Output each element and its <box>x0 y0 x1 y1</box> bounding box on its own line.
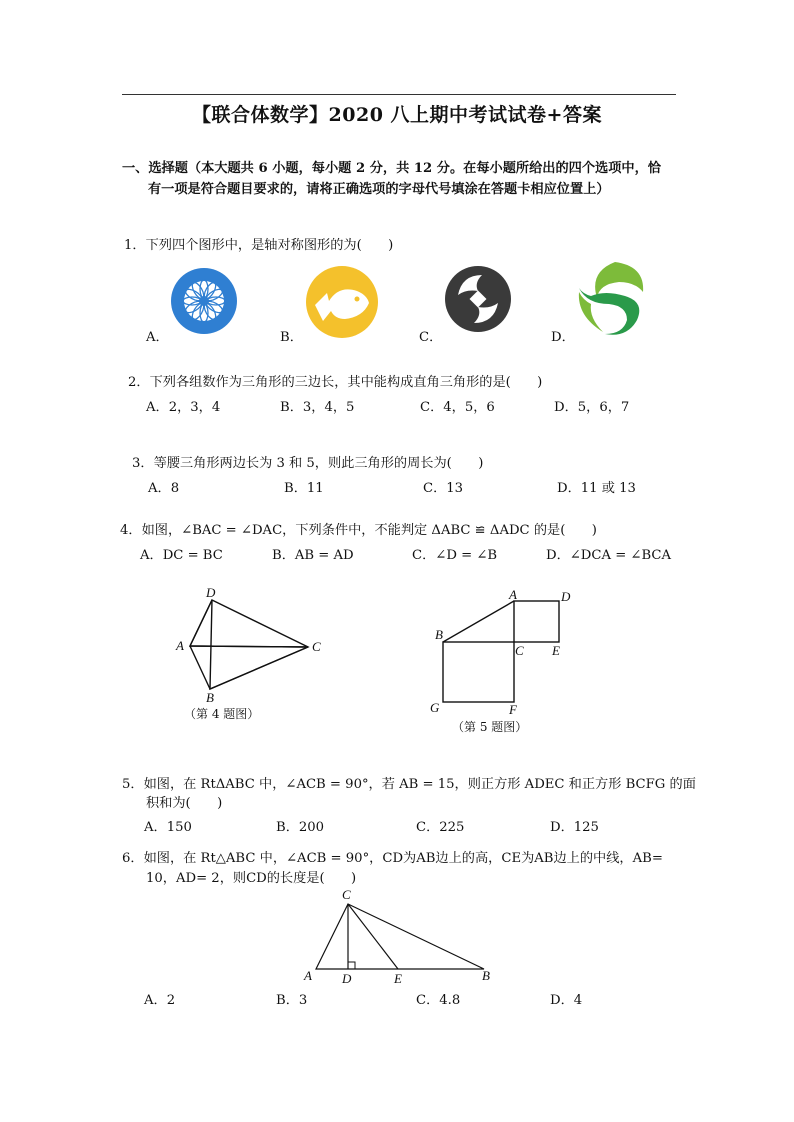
label-f: F <box>509 702 517 717</box>
square-bcfg <box>443 642 514 702</box>
q5-stem-line-1: 5．如图，在 RtΔABC 中，∠ACB = 90°，若 AB = 15，则正方形 ADEC 和正方形 BCFG 的面 <box>122 777 696 792</box>
figure-q6-triangle <box>300 884 500 990</box>
q1-option-a[interactable]: A． <box>146 330 169 345</box>
q5-caption: （第 5 题图） <box>452 720 528 734</box>
q2-option-b[interactable]: B．3，4，5 <box>280 400 355 415</box>
q1-option-b[interactable]: B． <box>280 330 303 345</box>
q5-option-d[interactable]: D．125 <box>550 820 599 835</box>
label-d: D <box>561 589 571 604</box>
q5-option-b[interactable]: B．200 <box>276 820 325 835</box>
q6-option-c[interactable]: C．4.8 <box>416 993 461 1008</box>
label-d: D <box>342 971 352 986</box>
q3-option-a[interactable]: A．8 <box>148 481 180 496</box>
q4-option-a[interactable]: A．DC = BC <box>140 548 223 563</box>
q6-option-a[interactable]: A．2 <box>144 993 176 1008</box>
q3-stem: 3．等腰三角形两边长为 3 和 5，则此三角形的周长为( ) <box>132 456 484 471</box>
right-angle-mark <box>348 962 355 969</box>
q4-option-b[interactable]: B．AB = AD <box>272 548 354 563</box>
q5-stem-line-2: 积和为( ) <box>146 796 223 811</box>
coin-icon <box>444 265 512 333</box>
hypotenuse-ab <box>443 601 514 642</box>
page-title: 【联合体数学】2020 八上期中考试试卷+答案 <box>192 104 602 126</box>
label-b: B <box>482 968 490 983</box>
q2-option-c[interactable]: C．4，5，6 <box>420 400 495 415</box>
figure-q4-kite <box>170 580 340 705</box>
q3-option-c[interactable]: C．13 <box>423 481 464 496</box>
label-c: C <box>312 639 321 654</box>
q6-option-b[interactable]: B．3 <box>276 993 308 1008</box>
q4-stem: 4．如图，∠BAC = ∠DAC，下列条件中，不能判定 ΔABC ≌ ΔADC 的是( ) <box>120 523 597 538</box>
label-b: B <box>206 690 214 705</box>
q5-option-a[interactable]: A．150 <box>144 820 192 835</box>
q1-option-c[interactable]: C． <box>419 330 443 345</box>
fish-icon <box>305 265 379 339</box>
median-ce <box>348 904 398 969</box>
kite-sides <box>190 600 308 689</box>
q5-option-c[interactable]: C．225 <box>416 820 465 835</box>
label-d: D <box>206 585 216 600</box>
flower-icon <box>170 267 238 335</box>
q4-option-c[interactable]: C．∠D = ∠B <box>412 548 498 563</box>
header-rule <box>122 94 676 95</box>
q2-option-d[interactable]: D．5，6，7 <box>554 400 630 415</box>
q2-stem: 2．下列各组数作为三角形的三边长，其中能构成直角三角形的是( ) <box>128 375 543 390</box>
figure-q5-squares <box>425 585 585 720</box>
diagonal-ac <box>190 646 308 647</box>
q1-stem: 1．下列四个图形中，是轴对称图形的为( ) <box>124 238 394 253</box>
q3-option-d[interactable]: D．11 或 13 <box>557 481 636 496</box>
label-c: C <box>515 643 524 658</box>
label-e: E <box>394 971 402 986</box>
label-b: B <box>435 627 443 642</box>
kite-outline <box>190 600 308 689</box>
label-e: E <box>552 643 560 658</box>
leaf-icon <box>575 258 647 336</box>
q1-option-d[interactable]: D． <box>551 330 575 345</box>
triangle-abc <box>316 904 484 969</box>
label-a: A <box>176 638 184 653</box>
q2-option-a[interactable]: A．2，3，4 <box>146 400 221 415</box>
q4-caption: （第 4 题图） <box>184 707 260 721</box>
label-g: G <box>430 700 440 715</box>
square-adec <box>514 601 559 642</box>
label-c: C <box>342 887 351 902</box>
section-instructions <box>122 158 682 200</box>
q3-option-b[interactable]: B．11 <box>284 481 324 496</box>
q6-stem-line-1: 6．如图，在 Rt△ABC 中，∠ACB = 90°，CD为AB边上的高，CE为AB边上的中线，AB= <box>122 851 663 866</box>
q4-option-d[interactable]: D．∠DCA = ∠BCA <box>546 548 672 563</box>
q6-option-d[interactable]: D．4 <box>550 993 583 1008</box>
label-a: A <box>304 968 312 983</box>
section-line-1: 一、选择题（本大题共 6 小题，每小题 2 分，共 12 分。在每小题所给出的四个选项中，恰 <box>122 161 661 176</box>
section-line-2: 有一项是符合题目要求的，请将正确选项的字母代号填涂在答题卡相应位置上） <box>148 182 610 197</box>
label-a: A <box>509 587 517 602</box>
q6-stem-line-2: 10，AD= 2，则CD的长度是( ) <box>146 871 357 886</box>
